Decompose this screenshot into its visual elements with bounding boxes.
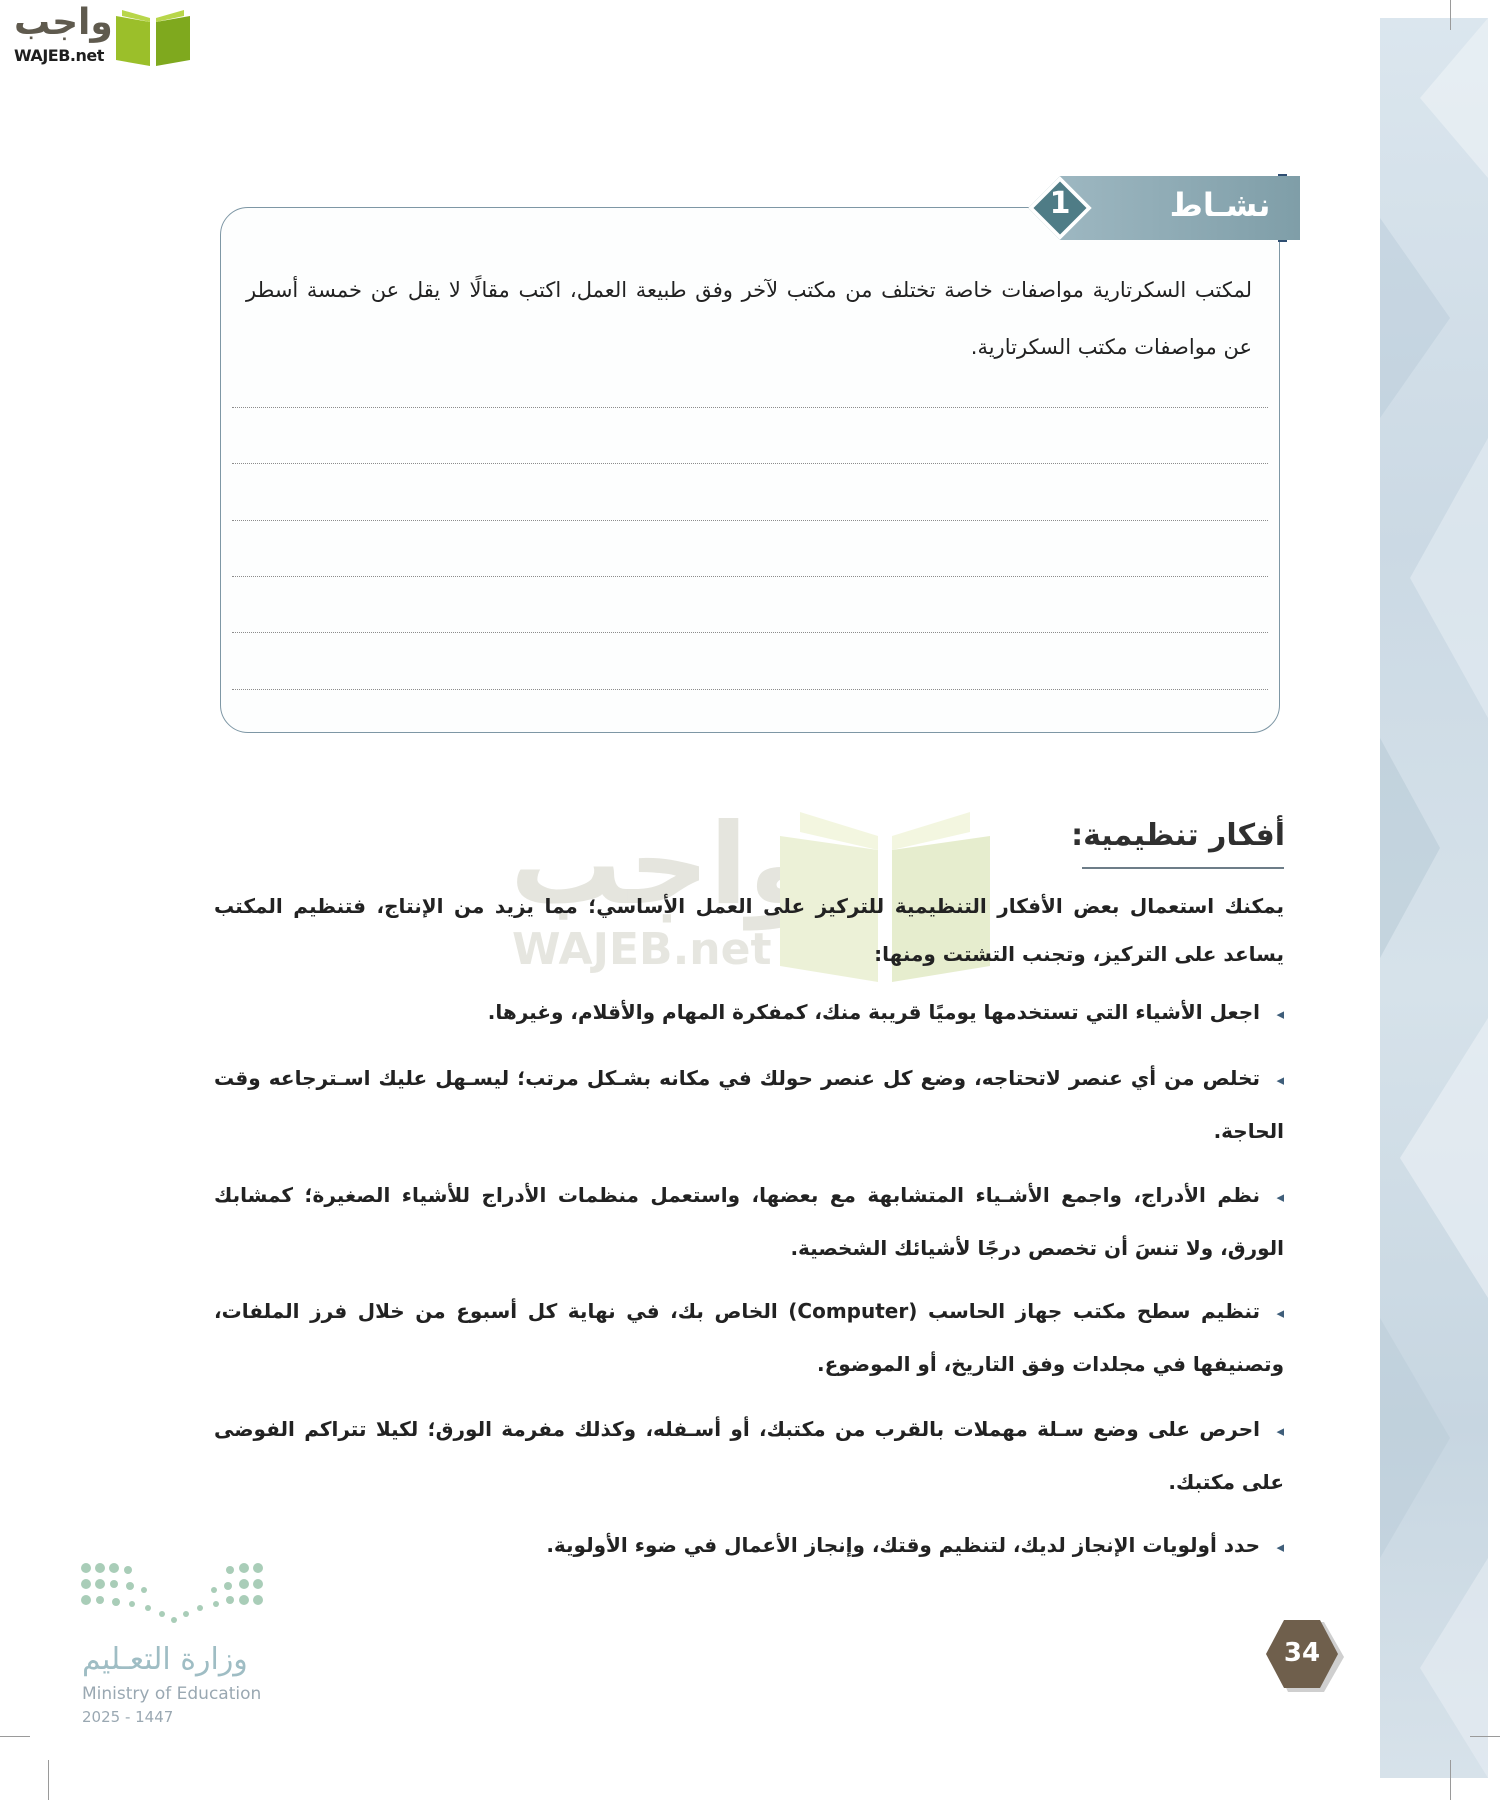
list-item-text: تنظيم سطح مكتب جهاز الحاسب (Computer) الخاص بك، في نهاية كل أسبوع من خلال فرز الملفات، وتصنيفها في مجلدات وفق التاريخ، أو الموضوع. bbox=[214, 1299, 1284, 1376]
list-item bbox=[214, 987, 1284, 1040]
crop-mark bbox=[1450, 1760, 1451, 1800]
ministry-year: 2025 - 1447 bbox=[82, 1708, 174, 1726]
page-number: 34 bbox=[1283, 1638, 1321, 1668]
activity-label: نشـاط bbox=[1169, 186, 1271, 224]
section-title: أفكار تنظيمية: bbox=[1071, 818, 1285, 853]
activity-number: 1 bbox=[1049, 186, 1071, 221]
crop-mark bbox=[48, 1760, 49, 1800]
list-item bbox=[214, 1286, 1284, 1390]
crop-mark bbox=[0, 1736, 30, 1737]
list-item bbox=[214, 1520, 1284, 1573]
bullet-arrow-icon bbox=[1260, 1055, 1284, 1106]
writing-line[interactable] bbox=[232, 632, 1268, 633]
writing-line[interactable] bbox=[232, 576, 1268, 577]
writing-line[interactable] bbox=[232, 689, 1268, 690]
list-item bbox=[214, 1170, 1284, 1274]
decorative-side-strip bbox=[1380, 18, 1488, 1778]
book-icon bbox=[112, 8, 194, 68]
watermark-english-text: WAJEB.net bbox=[512, 924, 772, 975]
bullet-arrow-icon bbox=[1260, 989, 1284, 1040]
activity-tab-body bbox=[1060, 176, 1300, 240]
bullet-arrow-icon bbox=[1260, 1522, 1284, 1573]
writing-line[interactable] bbox=[232, 463, 1268, 464]
list-item-text: تخلص من أي عنصر لاتحتاجه، وضع كل عنصر حولك في مكانه بشـكل مرتب؛ ليسـهل عليك اسـترجاعه وقت الحاجة. bbox=[214, 1066, 1284, 1143]
ministry-english-name: Ministry of Education bbox=[82, 1684, 262, 1704]
activity-prompt: لمكتب السكرتارية مواصفات خاصة تختلف من مكتب لآخر وفق طبيعة العمل، اكتب مقالًا لا يقل عن خمسة أسطر عن مواصفات مكتب السكرتارية. bbox=[246, 278, 1252, 359]
wajeb-logo[interactable] bbox=[8, 4, 188, 68]
ministry-dots-icon bbox=[78, 1560, 268, 1640]
ministry-of-education-logo bbox=[78, 1560, 278, 1730]
bullet-arrow-icon bbox=[1260, 1288, 1284, 1339]
logo-arabic-text: واجب bbox=[14, 2, 113, 43]
list-item-text: نظم الأدراج، واجمع الأشـياء المتشابهة مع بعضها، واستعمل منظمات الأدراج للأشياء الصغيرة؛ كمشابك الورق، ولا تنسَ أن تخصص درجًا لأشيائك الشخصية. bbox=[214, 1183, 1284, 1260]
activity-tab bbox=[1026, 176, 1286, 240]
watermark-arabic-text: واجب bbox=[510, 800, 818, 930]
list-item-text: اجعل الأشياء التي تستخدمها يوميًا قريبة منك، كمفكرة المهام والأقلام، وغيرها. bbox=[487, 1000, 1260, 1024]
list-item-text: احرص على وضع سـلة مهملات بالقرب من مكتبك، أو أسـفله، وكذلك مفرمة الورق؛ لكيلا تتراكم الفوضى على مكتبك. bbox=[214, 1417, 1284, 1494]
ministry-arabic-name: وزارة التعـليم bbox=[82, 1642, 248, 1677]
list-item-text: حدد أولويات الإنجاز لديك، لتنظيم وقتك، وإنجاز الأعمال في ضوء الأولوية. bbox=[546, 1533, 1260, 1557]
writing-line[interactable] bbox=[232, 520, 1268, 521]
crop-mark bbox=[1470, 1736, 1500, 1737]
bullet-arrow-icon bbox=[1260, 1406, 1284, 1457]
bullet-arrow-icon bbox=[1260, 1172, 1284, 1223]
list-item bbox=[214, 1404, 1284, 1508]
section-intro: يمكنك استعمال بعض الأفكار التنظيمية للتركيز على العمل الأساسي؛ مما يزيد من الإنتاج، فتنظيم المكتب يساعد على التركيز، وتجنب التشتت ومنها: bbox=[214, 894, 1284, 966]
writing-line[interactable] bbox=[232, 407, 1268, 408]
logo-english-text: WAJEB.net bbox=[14, 46, 104, 65]
crop-mark bbox=[1450, 0, 1451, 30]
section-title-underline bbox=[1082, 867, 1284, 869]
list-item bbox=[214, 1053, 1284, 1157]
page-number-badge bbox=[1266, 1620, 1344, 1694]
